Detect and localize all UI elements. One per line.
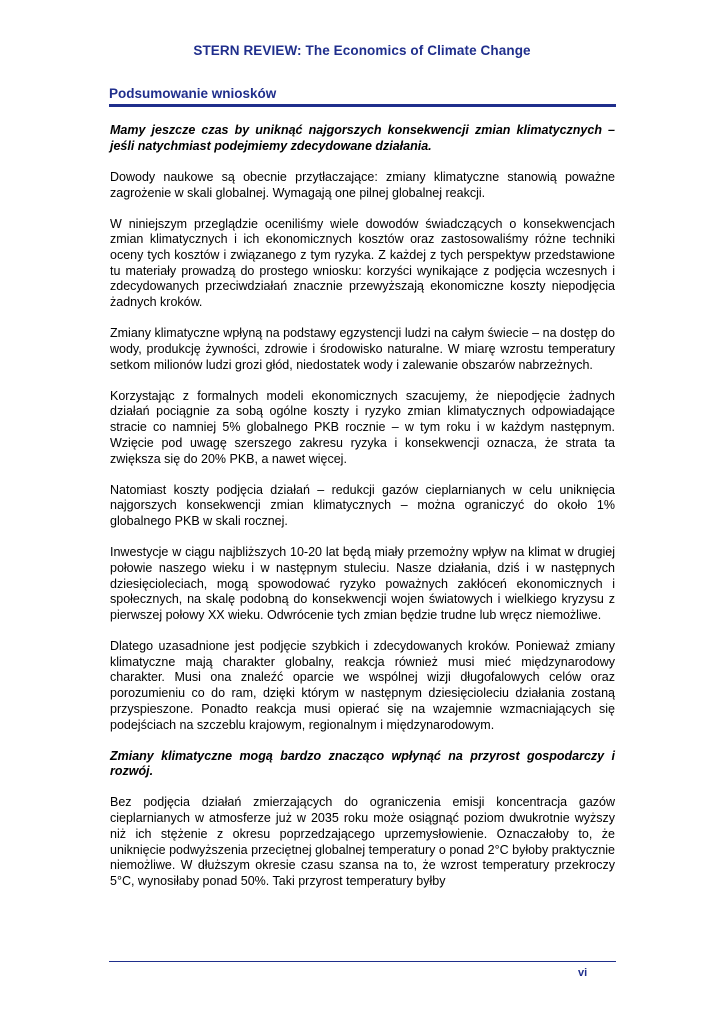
body-paragraph: Dlatego uzasadnione jest podjęcie szybkich i zdecydowanych kroków. Ponieważ zmiany klimatyczne mają charakter globalny, reakcja również musi mieć międzynarodowy charakter. Musi ona znaleźć oparcie we wspólnej wizji długofalowych celów oraz porozumieniu co do ram, dzięki którym w następnym dziesięcioleciu działania zostaną przyspieszone. Ponadto reakcja musi opierać się na wzajemnie wzmacniających się podejściach na szczeblu krajowym, regionalnym i międzynarodowym. (110, 639, 615, 732)
running-header: STERN REVIEW: The Economics of Climate Change (193, 43, 531, 58)
body-paragraph: Natomiast koszty podjęcia działań – redukcji gazów cieplarnianych w celu uniknięcia najgorszych konsekwencji zmian klimatycznych – można ograniczyć do około 1% globalnego PKB w skali rocznej. (110, 482, 615, 529)
body-paragraph: Korzystając z formalnych modeli ekonomicznych szacujemy, że niepodjęcie żadnych działań pociągnie za sobą ogólne koszty i ryzyko zmian klimatycznych odpowiadające stracie co namniej 5% globalnego PKB rocznie – w tym roku i w każdym następnym. Wzięcie pod uwagę szerszego zakresu ryzyka i konsekwencji oznacza, że strata ta zwiększa się do 20% PKB, a nawet więcej. (110, 388, 615, 466)
section-title: Podsumowanie wniosków (109, 86, 277, 101)
body-paragraph: W niniejszym przeglądzie oceniliśmy wiele dowodów świadczących o konsekwencjach zmian klimatycznych i ich ekonomicznych kosztów oraz zastosowaliśmy różne techniki oceny tych kosztów i związanego z tym ryzyka. Z każdej z tych perspektyw przedstawione tu materiały prowadzą do prostego wniosku: korzyści wynikające z podjęcia wczesnych i zdecydowanych przeciwdziałań znacznie przewyższają ekonomiczne koszty niepodjęcia żadnych kroków. (110, 216, 615, 310)
lead-statement: Zmiany klimatyczne mogą bardzo znacząco wpłynąć na przyrost gospodarczy i rozwój. (110, 748, 615, 779)
lead-statement: Mamy jeszcze czas by uniknąć najgorszych konsekwencji zmian klimatycznych – jeśli natychmiast podejmiemy zdecydowane działania. (110, 123, 615, 153)
footer-rule (109, 961, 616, 962)
document-body (110, 123, 615, 905)
page-number: vi (578, 967, 588, 979)
body-paragraph: Bez podjęcia działań zmierzających do ograniczenia emisji koncentracja gazów cieplarnianych w atmosferze już w 2035 roku może osiągnąć poziom dwukrotnie wyższy niż ich stężenie z okresu poprzedzającego uprzemysłowienie. Oznaczałoby to, że uniknięcie podwyższenia przeciętnej globalnej temperatury o ponad 2°C byłoby praktycznie niemożliwe. W dłuższym okresie czasu szansa na to, że wzrost temperatury przekroczy 5°C, wynosiłaby ponad 50%. Taki przyrost temperatury byłby (110, 795, 615, 888)
body-paragraph: Dowody naukowe są obecnie przytłaczające: zmiany klimatyczne stanowią poważne zagrożenie w skali globalnej. Wymagają one pilnej globalnej reakcji. (110, 169, 615, 200)
body-paragraph: Zmiany klimatyczne wpłyną na podstawy egzystencji ludzi na całym świecie – na dostęp do wody, produkcję żywności, zdrowie i środowisko naturalne. W miarę wzrostu temperatury setkom milionów ludzi grozi głód, niedostatek wody i zalewanie obszarów nabrzeżnych. (110, 326, 615, 372)
section-title-underline (109, 104, 616, 107)
body-paragraph: Inwestycje w ciągu najbliższych 10-20 lat będą miały przemożny wpływ na klimat w drugiej połowie naszego wieku i w następnym stuleciu. Nasze działania, dziś i w następnych dziesięcioleciach, mogą spowodować ryzyko poważnych zakłóceń ekonomicznych i społecznych, na skalę podobną do konsekwencji wojen światowych i wielkiego kryzysu z pierwszej połowy XX wieku. Odwrócenie tych zmian będzie trudne lub wręcz niemożliwe. (110, 545, 615, 622)
